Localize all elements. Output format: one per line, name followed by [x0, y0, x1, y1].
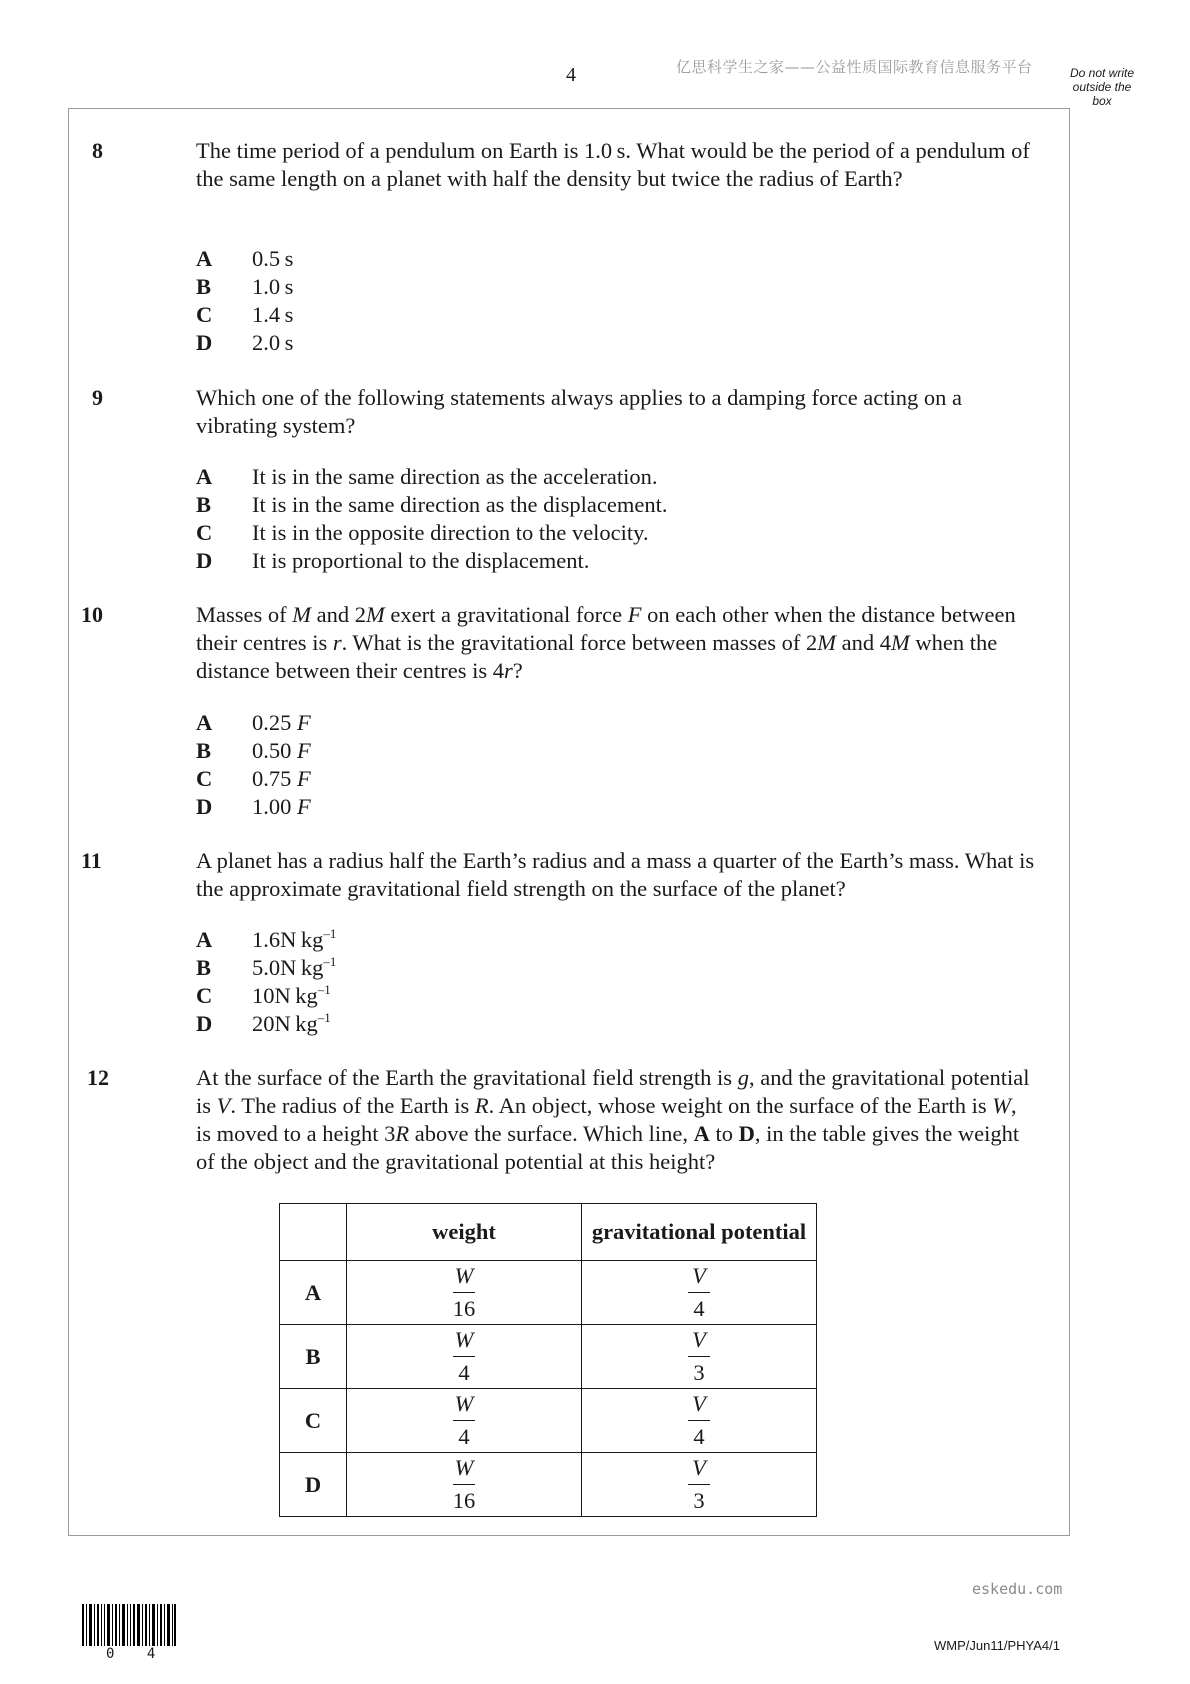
option-d[interactable] — [196, 547, 668, 575]
weight-cell: $\frac{W}{4}$ — [347, 1325, 582, 1389]
row-letter: D — [280, 1453, 347, 1517]
option-letter: A — [196, 927, 213, 952]
row-letter: C — [280, 1389, 347, 1453]
option-b[interactable] — [196, 954, 336, 982]
option-list — [196, 709, 311, 821]
answer-table — [279, 1203, 817, 1517]
table-row[interactable] — [280, 1389, 817, 1453]
table-header-row — [280, 1204, 817, 1261]
option-letter: B — [196, 738, 212, 763]
option-letter: A — [196, 464, 213, 489]
option-c[interactable] — [196, 519, 668, 547]
option-a[interactable] — [196, 926, 336, 954]
option-c[interactable] — [196, 301, 293, 329]
option-list — [196, 463, 668, 575]
question-number: 11 — [81, 848, 102, 873]
table-corner-cell — [280, 1204, 347, 1261]
paper-code: WMP/Jun11/PHYA4/1 — [934, 1638, 1060, 1653]
option-b[interactable] — [196, 273, 293, 301]
option-letter: B — [196, 492, 212, 517]
table-row[interactable] — [280, 1325, 817, 1389]
option-letter: C — [196, 766, 213, 791]
option-text: It is in the same direction as the acceleration. — [252, 464, 658, 489]
option-text: 0.25 F — [252, 710, 311, 735]
row-letter: B — [280, 1325, 347, 1389]
option-text: It is in the opposite direction to the velocity. — [252, 520, 649, 545]
option-text: 1.4 s — [252, 302, 294, 327]
option-text: It is proportional to the displacement. — [252, 548, 590, 573]
option-letter: A — [196, 246, 213, 271]
option-list — [196, 926, 336, 1038]
potential-cell: $\frac{V}{4}$ — [582, 1389, 817, 1453]
option-text: 0.75 F — [252, 766, 311, 791]
option-d[interactable] — [196, 329, 293, 357]
option-letter: B — [196, 274, 212, 299]
potential-cell: $\frac{V}{3}$ — [582, 1325, 817, 1389]
option-text: 1.6N $kg^{-1}$ — [252, 926, 337, 952]
option-a[interactable] — [196, 709, 311, 737]
question-number: 8 — [92, 138, 103, 163]
question-number: 12 — [87, 1065, 109, 1090]
table-row[interactable] — [280, 1453, 817, 1517]
question-stem: Masses of M and 2M exert a gravitational force F on each other when the distance between their centres is r. What is the gravitational force between masses of 2M and 4M when the distance between their centres is 4r? — [196, 602, 1016, 683]
question-stem: Which one of the following statements always applies to a damping force acting on a vibrating system? — [196, 385, 963, 438]
question-number: 10 — [81, 602, 103, 627]
barcode-number: 0 4 — [106, 1646, 168, 1662]
option-text: 5.0N $kg^{-1}$ — [252, 954, 337, 980]
option-b[interactable] — [196, 737, 311, 765]
option-c[interactable] — [196, 765, 311, 793]
option-letter: B — [196, 955, 212, 980]
weight-cell: $\frac{W}{16}$ — [347, 1261, 582, 1325]
option-letter: A — [196, 710, 213, 735]
option-a[interactable] — [196, 245, 293, 273]
option-text: 1.0 s — [252, 274, 294, 299]
option-a[interactable] — [196, 463, 668, 491]
question-stem: At the surface of the Earth the gravitational field strength is g, and the gravitational potential is V. The radius of the Earth is R. An object, whose weight on the surface of the Earth is W, is moved to a height 3R above the surface. Which line, A to D, in the table gives the weight of the object and the gravitational potential at this height? — [196, 1065, 1030, 1174]
table-header-potential: gravitational potential — [582, 1204, 817, 1261]
potential-cell: $\frac{V}{3}$ — [582, 1453, 817, 1517]
table-row[interactable] — [280, 1261, 817, 1325]
table-header-weight: weight — [347, 1204, 582, 1261]
option-d[interactable] — [196, 1010, 336, 1038]
option-letter: D — [196, 794, 213, 819]
question-number: 9 — [92, 385, 103, 410]
option-text: 10N $kg^{-1}$ — [252, 982, 331, 1008]
potential-cell: $\frac{V}{4}$ — [582, 1261, 817, 1325]
option-text: 1.00 F — [252, 794, 311, 819]
weight-cell: $\frac{W}{16}$ — [347, 1453, 582, 1517]
option-letter: C — [196, 983, 213, 1008]
option-c[interactable] — [196, 982, 336, 1010]
question-stem: A planet has a radius half the Earth’s radius and a mass a quarter of the Earth’s mass. What is the approximate gravitational field strength on the surface of the planet? — [196, 848, 1035, 901]
option-letter: D — [196, 1011, 213, 1036]
option-d[interactable] — [196, 793, 311, 821]
site-watermark: eskedu.com — [972, 1580, 1063, 1598]
option-text: It is in the same direction as the displacement. — [252, 492, 668, 517]
watermark-text: 亿思科学生之家——公益性质国际教育信息服务平台 — [676, 58, 1033, 76]
option-letter: C — [196, 302, 213, 327]
weight-cell: $\frac{W}{4}$ — [347, 1389, 582, 1453]
option-b[interactable] — [196, 491, 668, 519]
option-text: 20N $kg^{-1}$ — [252, 1010, 331, 1036]
option-letter: D — [196, 548, 213, 573]
option-list — [196, 245, 293, 357]
option-text: 2.0 s — [252, 330, 294, 355]
row-letter: A — [280, 1261, 347, 1325]
option-text: 0.50 F — [252, 738, 311, 763]
option-text: 0.5 s — [252, 246, 294, 271]
option-letter: C — [196, 520, 213, 545]
barcode-icon — [82, 1604, 176, 1646]
option-letter: D — [196, 330, 213, 355]
question-stem: The time period of a pendulum on Earth is 1.0 s. What would be the period of a pendulum of the same length on a planet with half the density but twice the radius of Earth? — [196, 138, 1030, 191]
page-number: 4 — [566, 64, 576, 86]
margin-note: Do not write outside the box — [1069, 66, 1135, 108]
